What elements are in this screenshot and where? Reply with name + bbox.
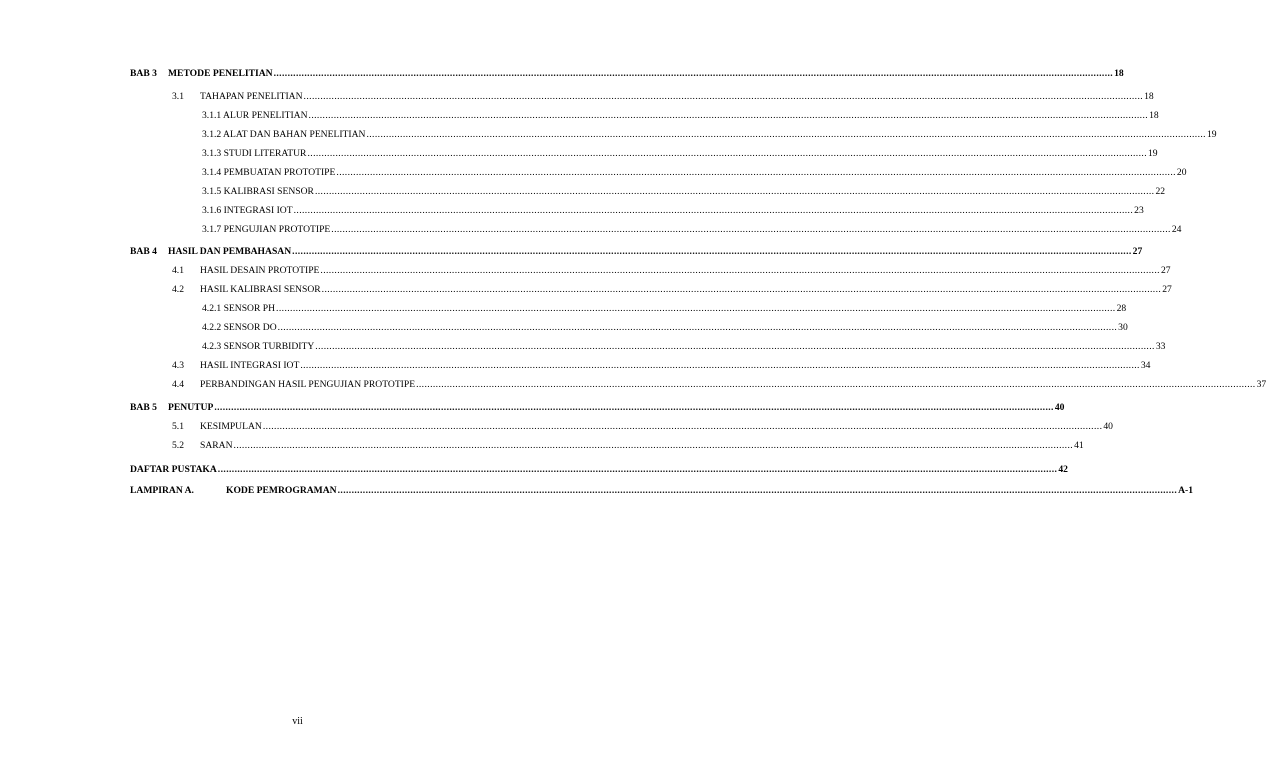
toc-leader-dots: ............................................................................................................................................................................................................................................................................................................ <box>416 379 1256 390</box>
toc-entry-title: KODE PEMROGRAMAN <box>226 485 337 496</box>
toc-entry[interactable] <box>130 66 1124 80</box>
toc-leader-dots: ............................................................................................................................................................................................................................................................................................................ <box>233 440 1074 451</box>
toc-leader-dots: ............................................................................................................................................................................................................................................................................................................ <box>303 91 1144 102</box>
toc-entry[interactable] <box>130 339 1166 353</box>
toc-entry-page: 37 <box>1256 379 1266 390</box>
toc-entry-page: 27 <box>1160 265 1171 276</box>
toc-leader-dots: ............................................................................................................................................................................................................................................................................................................ <box>217 464 1058 475</box>
toc-leader-dots: ............................................................................................................................................................................................................................................................................................................ <box>307 148 1147 159</box>
toc-entry-title: 3.1.4 PEMBUATAN PROTOTIPE <box>202 167 336 178</box>
toc-leader-dots: ............................................................................................................................................................................................................................................................................................................ <box>366 129 1206 140</box>
toc-entry-page: 27 <box>1132 246 1143 257</box>
toc-entry-page: 20 <box>1176 167 1187 178</box>
toc-entry[interactable] <box>130 263 1171 277</box>
toc-leader-dots: ............................................................................................................................................................................................................................................................................................................ <box>262 421 1103 432</box>
toc-entry[interactable] <box>130 244 1143 258</box>
toc-entry-page: 42 <box>1058 464 1068 475</box>
toc-entry-page: 18 <box>1149 110 1159 121</box>
toc-entry-title: PENUTUP <box>168 402 214 413</box>
toc-entry[interactable] <box>130 301 1127 315</box>
toc-entry-page: 27 <box>1162 284 1172 295</box>
toc-leader-dots: ............................................................................................................................................................................................................................................................................................................ <box>308 110 1149 121</box>
toc-entry-number: 4.4 <box>172 379 184 390</box>
toc-entry-page: 41 <box>1074 440 1084 451</box>
toc-entry-page: 22 <box>1155 186 1166 197</box>
toc-entry-number: BAB 5 <box>130 402 157 413</box>
toc-leader-dots: ............................................................................................................................................................................................................................................................................................................ <box>336 167 1176 178</box>
toc-entry-page: 18 <box>1114 68 1124 79</box>
toc-entry-number: 4.2 <box>172 284 184 295</box>
toc-entry[interactable] <box>130 184 1166 198</box>
page-number: vii <box>292 716 303 727</box>
toc-entry-number: 4.1 <box>172 265 184 276</box>
toc-entry-title: 3.1.7 PENGUJIAN PROTOTIPE <box>202 224 331 235</box>
toc-entry[interactable] <box>130 222 1182 236</box>
toc-entry-title: DAFTAR PUSTAKA <box>130 464 217 475</box>
toc-entry[interactable] <box>130 203 1144 217</box>
toc-entry-page: 28 <box>1116 303 1127 314</box>
toc-leader-dots: ............................................................................................................................................................................................................................................................................................................ <box>321 284 1162 295</box>
toc-entry-page: 30 <box>1118 322 1128 333</box>
toc-entry-page: 40 <box>1103 421 1113 432</box>
toc-entry[interactable] <box>130 438 1084 452</box>
toc-entry-page: A-1 <box>1178 485 1194 496</box>
toc-entry-number: LAMPIRAN A. <box>130 485 194 496</box>
toc-entry[interactable] <box>130 165 1187 179</box>
toc-entry-title: 3.1.1 ALUR PENELITIAN <box>202 110 308 121</box>
toc-entry-title: 4.2.1 SENSOR PH <box>202 303 276 314</box>
toc-entry-title: HASIL DESAIN PROTOTIPE <box>200 265 320 276</box>
toc-leader-dots: ............................................................................................................................................................................................................................................................................................................ <box>300 360 1140 371</box>
toc-entry-title: HASIL DAN PEMBAHASAN <box>168 246 292 257</box>
toc-entry[interactable] <box>130 146 1158 160</box>
toc-leader-dots: ............................................................................................................................................................................................................................................................................................................ <box>320 265 1160 276</box>
toc-entry[interactable] <box>130 377 1266 391</box>
toc-entry-page: 23 <box>1134 205 1144 216</box>
toc-leader-dots: ............................................................................................................................................................................................................................................................................................................ <box>315 341 1155 352</box>
toc-entry-title: HASIL KALIBRASI SENSOR <box>200 284 321 295</box>
toc-leader-dots: ............................................................................................................................................................................................................................................................................................................ <box>331 224 1171 235</box>
toc-entry-number: 5.2 <box>172 440 184 451</box>
toc-entry-number: BAB 3 <box>130 68 157 79</box>
toc-entry-title: 3.1.3 STUDI LITERATUR <box>202 148 307 159</box>
toc-entry-page: 33 <box>1155 341 1166 352</box>
toc-entry-title: HASIL INTEGRASI IOT <box>200 360 300 371</box>
toc-entry[interactable] <box>130 320 1128 334</box>
toc-entry-number: 3.1 <box>172 91 184 102</box>
toc-entry-page: 18 <box>1144 91 1154 102</box>
toc-leader-dots: ............................................................................................................................................................................................................................................................................................................ <box>293 205 1134 216</box>
toc-leader-dots: ............................................................................................................................................................................................................................................................................................................ <box>314 186 1155 197</box>
toc-entry-page: 40 <box>1054 402 1065 413</box>
toc-entry[interactable] <box>130 127 1217 141</box>
toc-entry[interactable] <box>130 419 1113 433</box>
toc-entry-page: 24 <box>1171 224 1182 235</box>
toc-entry[interactable] <box>130 358 1151 372</box>
toc-entry-page: 34 <box>1140 360 1151 371</box>
toc-entry-title: SARAN <box>200 440 233 451</box>
toc-entry-number: 4.3 <box>172 360 184 371</box>
toc-leader-dots: ............................................................................................................................................................................................................................................................................................................ <box>337 485 1178 496</box>
toc-entry-title: 3.1.5 KALIBRASI SENSOR <box>202 186 314 197</box>
toc-entry-number: BAB 4 <box>130 246 157 257</box>
toc-entry-title: 3.1.6 INTEGRASI IOT <box>202 205 293 216</box>
toc-leader-dots: ............................................................................................................................................................................................................................................................................................................ <box>273 68 1114 79</box>
toc-entry-number: 5.1 <box>172 421 184 432</box>
toc-entry[interactable] <box>130 400 1065 414</box>
toc-entry-page: 19 <box>1148 148 1158 159</box>
toc-leader-dots: ............................................................................................................................................................................................................................................................................................................ <box>277 322 1118 333</box>
toc-entry[interactable] <box>130 483 1194 497</box>
toc-entry-title: 3.1.2 ALAT DAN BAHAN PENELITIAN <box>202 129 366 140</box>
toc-entry[interactable] <box>130 108 1159 122</box>
toc-entry-title: KESIMPULAN <box>200 421 262 432</box>
toc-leader-dots: ............................................................................................................................................................................................................................................................................................................ <box>214 402 1054 413</box>
toc-entry-title: METODE PENELITIAN <box>168 68 273 79</box>
toc-entry-page: 19 <box>1206 129 1217 140</box>
toc-entry[interactable] <box>130 89 1154 103</box>
toc-entry[interactable] <box>130 282 1172 296</box>
toc-leader-dots: ............................................................................................................................................................................................................................................................................................................ <box>276 303 1116 314</box>
toc-entry-title: PERBANDINGAN HASIL PENGUJIAN PROTOTIPE <box>200 379 416 390</box>
toc-entry-title: TAHAPAN PENELITIAN <box>200 91 303 102</box>
toc-entry[interactable] <box>130 462 1068 476</box>
toc-leader-dots: ............................................................................................................................................................................................................................................................................................................ <box>292 246 1132 257</box>
toc-entry-title: 4.2.3 SENSOR TURBIDITY <box>202 341 315 352</box>
toc-entry-title: 4.2.2 SENSOR DO <box>202 322 277 333</box>
